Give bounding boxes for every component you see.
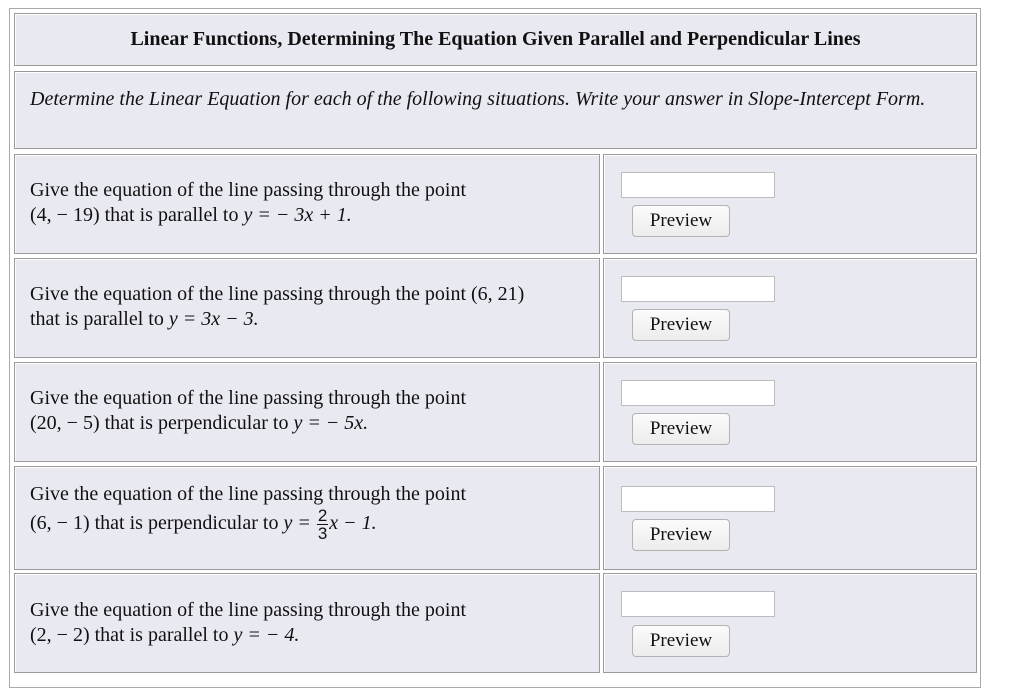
question-cell-3 bbox=[14, 362, 600, 462]
question-text-3: Give the equation of the line passing through the point (20, − 5) that is perpendicular to y = − 5x. bbox=[30, 387, 467, 434]
title-cell bbox=[14, 13, 977, 66]
answer-cell-1 bbox=[603, 154, 977, 254]
answer-input-3[interactable] bbox=[621, 380, 775, 406]
fraction-two-thirds: $\frac{2}{3}$ bbox=[317, 506, 328, 543]
question-text-2: Give the equation of the line passing through the point (6, 21) that is parallel to y = 3x − 3. bbox=[30, 283, 525, 330]
answer-input-5[interactable] bbox=[621, 591, 775, 617]
equation-1: y = − 3x + 1. bbox=[243, 204, 352, 226]
answer-input-1[interactable] bbox=[621, 172, 775, 198]
question-text-5: Give the equation of the line passing through the point (2, − 2) that is parallel to y = − 4. bbox=[30, 599, 467, 646]
preview-button-1[interactable]: Preview bbox=[632, 205, 730, 237]
question-cell-1 bbox=[14, 154, 600, 254]
question-cell-2 bbox=[14, 258, 600, 358]
preview-button-2[interactable]: Preview bbox=[632, 309, 730, 341]
equation-3: y = − 5x. bbox=[293, 412, 369, 434]
question-cell-5 bbox=[14, 573, 600, 673]
answer-cell-5 bbox=[603, 573, 977, 673]
preview-button-3[interactable]: Preview bbox=[632, 413, 730, 445]
question-text-4: Give the equation of the line passing through the point (6, − 1) that is perpendicular to y = $\frac{2}{3}$ x − 1. bbox=[30, 483, 467, 543]
page-title: Linear Functions, Determining The Equation Given Parallel and Perpendicular Lines bbox=[130, 28, 861, 50]
preview-button-4[interactable]: Preview bbox=[632, 519, 730, 551]
answer-input-4[interactable] bbox=[621, 486, 775, 512]
answer-cell-4 bbox=[603, 466, 977, 570]
instructions-cell bbox=[14, 71, 977, 149]
question-cell-4 bbox=[14, 466, 600, 570]
answer-cell-2 bbox=[603, 258, 977, 358]
instructions-text: Determine the Linear Equation for each of the following situations. Write your answer in Slope-Intercept Form. bbox=[30, 88, 926, 110]
answer-cell-3 bbox=[603, 362, 977, 462]
equation-5: y = − 4. bbox=[233, 624, 300, 646]
equation-2: y = 3x − 3. bbox=[168, 308, 259, 330]
preview-button-5[interactable]: Preview bbox=[632, 625, 730, 657]
answer-input-2[interactable] bbox=[621, 276, 775, 302]
question-text-1: Give the equation of the line passing through the point (4, − 19) that is parallel to y = − 3x + 1. bbox=[30, 179, 467, 226]
